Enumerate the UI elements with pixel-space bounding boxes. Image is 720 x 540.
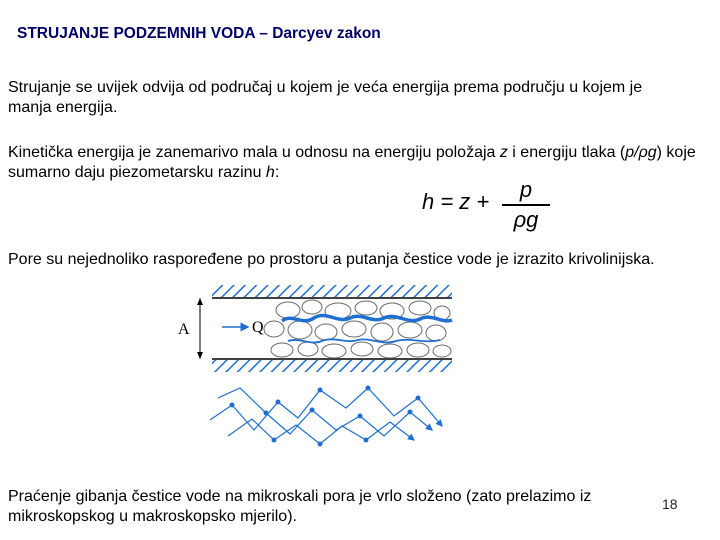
var-h: h (265, 164, 275, 181)
formula-denominator: ρg (513, 206, 539, 232)
fraction-bar (502, 204, 550, 206)
var-z: z (499, 144, 508, 161)
text-part: ) koje sumarno daju piezometarsku razinu (8, 144, 696, 181)
formula-lhs: h = z + (422, 189, 490, 214)
slide-number: 18 (662, 496, 678, 512)
formula-fraction (502, 177, 550, 233)
label-a: A (178, 321, 190, 338)
top-wall-hatching (212, 285, 452, 297)
bottom-wall-hatching (212, 360, 452, 372)
ratio-p-rho-g: p/ρg (625, 144, 657, 161)
text-part: i energiju tlaka ( (507, 144, 626, 161)
pore-flow-diagram (170, 280, 470, 450)
text-part: Kinetička energija je zanemarivo mala u odnosu na energiju položaja (8, 144, 500, 161)
flow-path-upper (282, 315, 452, 321)
slide-title: STRUJANJE PODZEMNIH VODA – Darcyev zakon (17, 25, 381, 42)
label-q: Q (252, 319, 264, 336)
paragraph-kinetic-energy (8, 143, 708, 183)
trajectory-nodes (230, 386, 421, 447)
paragraph-energy-flow: Strujanje se uvijek odvija od područaj u kojem je veća energija prema području u kojem je manja energija. (8, 79, 643, 116)
paragraph-microscale: Praćenje gibanja čestice vode na mikroskali pora je vrlo složeno (zato prelazimo iz mikroskopskog u makroskopsko mjerilo). (8, 488, 592, 525)
text-part: : (274, 164, 280, 181)
particle-trajectories (210, 388, 442, 444)
soil-grains (264, 300, 451, 358)
piezometric-formula (420, 177, 570, 235)
formula-numerator: p (519, 177, 533, 202)
paragraph-pores: Pore su nejednoliko raspoređene po prostoru a putanja čestice vode je izrazito krivolinijska. (8, 251, 655, 268)
